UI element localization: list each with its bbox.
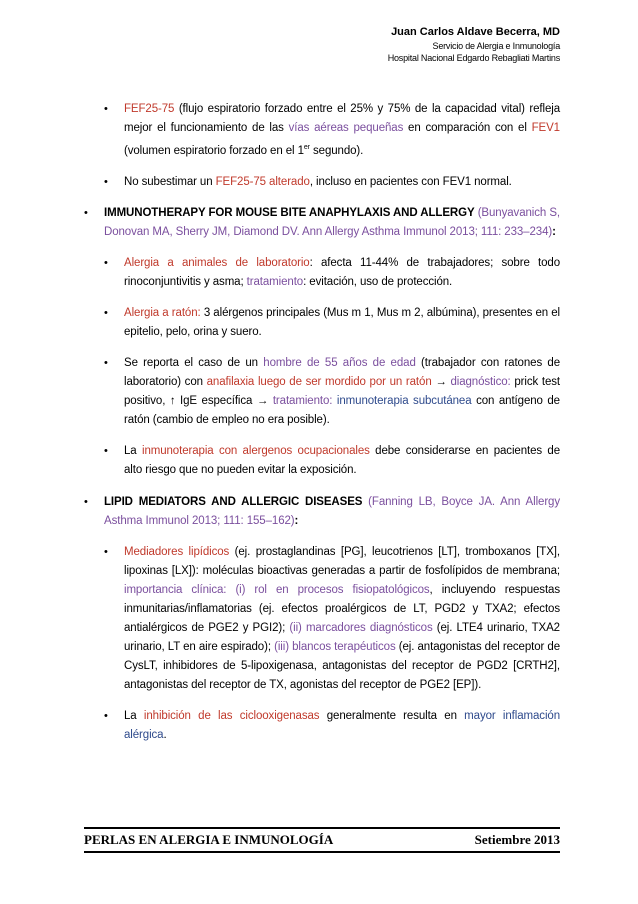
bullet-fef25-75: • FEF25-75 (flujo espiratorio forzado entre el 25% y 75% de la capacidad vital) refleja mejor el funcionamiento de las vías aéreas pequeñas en comparación con el FEV1 (volumen espiratorio forzado en el 1er segundo). xyxy=(84,100,560,161)
document-body xyxy=(84,100,560,758)
section-lipid-mediators: • LIPID MEDIATORS AND ALLERGIC DISEASES (Fanning LB, Boyce JA. Ann Allergy Asthma Immunol 2013; 111: 155–162): • Mediadores lipídicos (ej. prostaglandinas [PG], leucotrienos [LT], tromboxanos [TX], lipoxinas [LX]): moléculas bioactivas generadas a partir de fosfolípidos de membrana; importancia clínica: (i) rol en procesos fisiopatológicos, incluyendo respuestas inmunitarias/inflamatorias (ej. efectos proalérgicos de LT, PGD2 y TXA2; efectos antialérgicos de PGE2 y PGI2); (ii) marcadores diagnósticos (ej. LTE4 urinario, TXA2 urinario, LT en aire espirado); (iii) blancos terapéuticos (ej. antagonistas del receptor de CysLT, inhibidores de 5-lipoxigenasa, antagonistas del receptor de PGD2 [CRTH2], antagonistas del receptor de TX, agonistas del receptor de PGE2 [EP]). • La inhibición de las ciclooxigenasas generalmente resulta en mayor inflamación alérgica. xyxy=(84,493,560,745)
section-title: LIPID MEDIATORS AND ALLERGIC DISEASES xyxy=(104,495,363,508)
bullet-icon: • xyxy=(104,444,108,457)
bullet-icon: • xyxy=(84,495,88,508)
hospital-name: Hospital Nacional Edgardo Rebagliati Martins xyxy=(387,53,560,63)
bullet-caso-reportado: • Se reporta el caso de un hombre de 55 años de edad (trabajador con ratones de laboratorio) con anafilaxia luego de ser mordido por un ratón → diagnóstico: prick test positivo, ↑ IgE específica → tratamiento: inmunoterapia subcutánea con antígeno de ratón (cambio de empleo no era posible). xyxy=(104,354,560,430)
bullet-icon: • xyxy=(104,545,108,558)
section-reference: (Fanning LB, Boyce JA. Ann Allergy Asthma Immunol 2013; 111: 155–162) xyxy=(104,495,560,527)
footer-publication-title: PERLAS EN ALERGIA E INMUNOLOGÍA xyxy=(84,832,334,847)
bullet-icon: • xyxy=(104,175,108,188)
bullet-icon: • xyxy=(104,103,108,115)
section-reference: (Bunyavanich S, Donovan MA, Sherry JM, Diamond DV. Ann Allergy Asthma Immunol 2013; 111: 233–234) xyxy=(104,206,560,238)
section-title: IMMUNOTHERAPY FOR MOUSE BITE ANAPHYLAXIS AND ALLERGY xyxy=(104,206,475,219)
page-header xyxy=(388,25,560,64)
section-immunotherapy-mouse: • IMMUNOTHERAPY FOR MOUSE BITE ANAPHYLAXIS AND ALLERGY (Bunyavanich S, Donovan MA, Sherry JM, Diamond DV. Ann Allergy Asthma Immunol 2013; 111: 233–234): • Alergia a animales de laboratorio: afecta 11-44% de trabajadores; sobre todo rinoconjuntivitis y asma; tratamiento: evitación, uso de protección. • Alergia a ratón: 3 alérgenos principales (Mus m 1, Mus m 2, albúmina), presentes en el epitelio, pelo, orina y suero. • Se reporta el caso de un hombre de 55 años de edad (trabajador con ratones de laboratorio) con anafilaxia luego de ser mordido por un ratón → diagnóstico: prick test positivo, ↑ IgE específica → tratamiento: inmunoterapia subcutánea con antígeno de ratón (cambio de empleo no era posible). • La inmunoterapia con alergenos ocupacionales debe considerarse en pacientes de alto riesgo que no pueden evitar la exposición. xyxy=(84,204,560,480)
bullet-inhibicion-cox: • La inhibición de las ciclooxigenasas generalmente resulta en mayor inflamación alérgica. xyxy=(104,707,560,745)
bullet-icon: • xyxy=(104,256,108,269)
footer-date: Setiembre 2013 xyxy=(474,832,560,847)
department-name: Servicio de Alergia e Inmunología xyxy=(432,41,560,51)
page-footer xyxy=(84,827,560,853)
bullet-inmunoterapia-ocupacional: • La inmunoterapia con alergenos ocupacionales debe considerarse en pacientes de alto riesgo que no pueden evitar la exposición. xyxy=(104,442,560,480)
bullet-no-subestimar: • No subestimar un FEF25-75 alterado, incluso en pacientes con FEV1 normal. xyxy=(84,173,560,192)
author-name: Juan Carlos Aldave Becerra, MD xyxy=(391,26,560,38)
bullet-icon: • xyxy=(104,709,108,722)
bullet-icon: • xyxy=(104,356,108,369)
bullet-icon: • xyxy=(84,206,88,219)
bullet-alergia-animales: • Alergia a animales de laboratorio: afecta 11-44% de trabajadores; sobre todo rinoconjuntivitis y asma; tratamiento: evitación, uso de protección. xyxy=(104,254,560,292)
bullet-mediadores-lipidicos: • Mediadores lipídicos (ej. prostaglandinas [PG], leucotrienos [LT], tromboxanos [TX], lipoxinas [LX]): moléculas bioactivas generadas a partir de fosfolípidos de membrana; importancia clínica: (i) rol en procesos fisiopatológicos, incluyendo respuestas inmunitarias/inflamatorias (ej. efectos proalérgicos de LT, PGD2 y TXA2; efectos antialérgicos de PGE2 y PGI2); (ii) marcadores diagnósticos (ej. LTE4 urinario, TXA2 urinario, LT en aire espirado); (iii) blancos terapéuticos (ej. antagonistas del receptor de CysLT, inhibidores de 5-lipoxigenasa, antagonistas del receptor de PGD2 [CRTH2], antagonistas del receptor de TX, agonistas del receptor de PGE2 [EP]). xyxy=(104,543,560,695)
bullet-alergia-raton: • Alergia a ratón: 3 alérgenos principales (Mus m 1, Mus m 2, albúmina), presentes en el epitelio, pelo, orina y suero. xyxy=(104,304,560,342)
bullet-icon: • xyxy=(104,306,108,319)
